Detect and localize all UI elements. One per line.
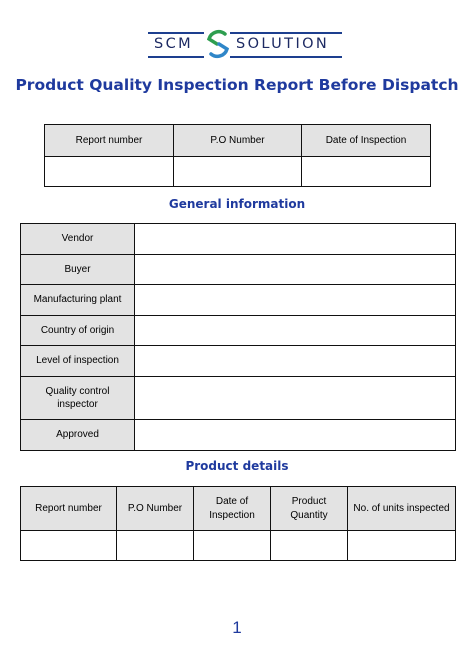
- header-date-of-inspection: Date of Inspection: [194, 487, 271, 531]
- product-quantity-cell[interactable]: [271, 531, 348, 561]
- product-report-number-cell[interactable]: [21, 531, 117, 561]
- quality-control-inspector-label: Quality control inspector: [21, 377, 135, 420]
- report-table: [44, 124, 431, 187]
- logo-text-scm: SCM: [154, 36, 194, 52]
- header-product-quantity: Product Quantity: [271, 487, 348, 531]
- header-report-number: Report number: [45, 125, 174, 157]
- logo-line-bottom: [148, 56, 204, 58]
- page-title: Product Quality Inspection Report Before Dispatch: [15, 76, 459, 94]
- logo-line-top: [230, 32, 342, 34]
- approved-value-cell[interactable]: [135, 420, 456, 451]
- logo-emblem-icon: [203, 28, 233, 60]
- report-number-cell[interactable]: [45, 157, 174, 187]
- header-date-of-inspection: Date of Inspection: [302, 125, 431, 157]
- product-details-table: [20, 486, 456, 561]
- logo-line-bottom: [230, 56, 342, 58]
- date-of-inspection-cell[interactable]: [302, 157, 431, 187]
- units-inspected-cell[interactable]: [348, 531, 456, 561]
- country-of-origin-value-cell[interactable]: [135, 316, 456, 346]
- company-logo: [148, 26, 342, 62]
- product-date-cell[interactable]: [194, 531, 271, 561]
- approved-label: Approved: [21, 420, 135, 451]
- header-po-number: P.O Number: [117, 487, 194, 531]
- quality-control-inspector-value-cell[interactable]: [135, 377, 456, 420]
- level-of-inspection-label: Level of inspection: [21, 346, 135, 377]
- vendor-value-cell[interactable]: [135, 224, 456, 255]
- header-report-number: Report number: [21, 487, 117, 531]
- product-details-title: Product details: [185, 459, 289, 473]
- general-info-title: General information: [168, 197, 306, 211]
- header-po-number: P.O Number: [174, 125, 302, 157]
- buyer-value-cell[interactable]: [135, 255, 456, 285]
- logo-line-top: [148, 32, 204, 34]
- po-number-cell[interactable]: [174, 157, 302, 187]
- vendor-label: Vendor: [21, 224, 135, 255]
- product-po-number-cell[interactable]: [117, 531, 194, 561]
- buyer-label: Buyer: [21, 255, 135, 285]
- general-info-table: [20, 223, 456, 451]
- manufacturing-plant-value-cell[interactable]: [135, 285, 456, 316]
- level-of-inspection-value-cell[interactable]: [135, 346, 456, 377]
- country-of-origin-label: Country of origin: [21, 316, 135, 346]
- page-number: 1: [232, 618, 242, 637]
- logo-text-solution: SOLUTION: [236, 36, 330, 52]
- header-units-inspected: No. of units inspected: [348, 487, 456, 531]
- manufacturing-plant-label: Manufacturing plant: [21, 285, 135, 316]
